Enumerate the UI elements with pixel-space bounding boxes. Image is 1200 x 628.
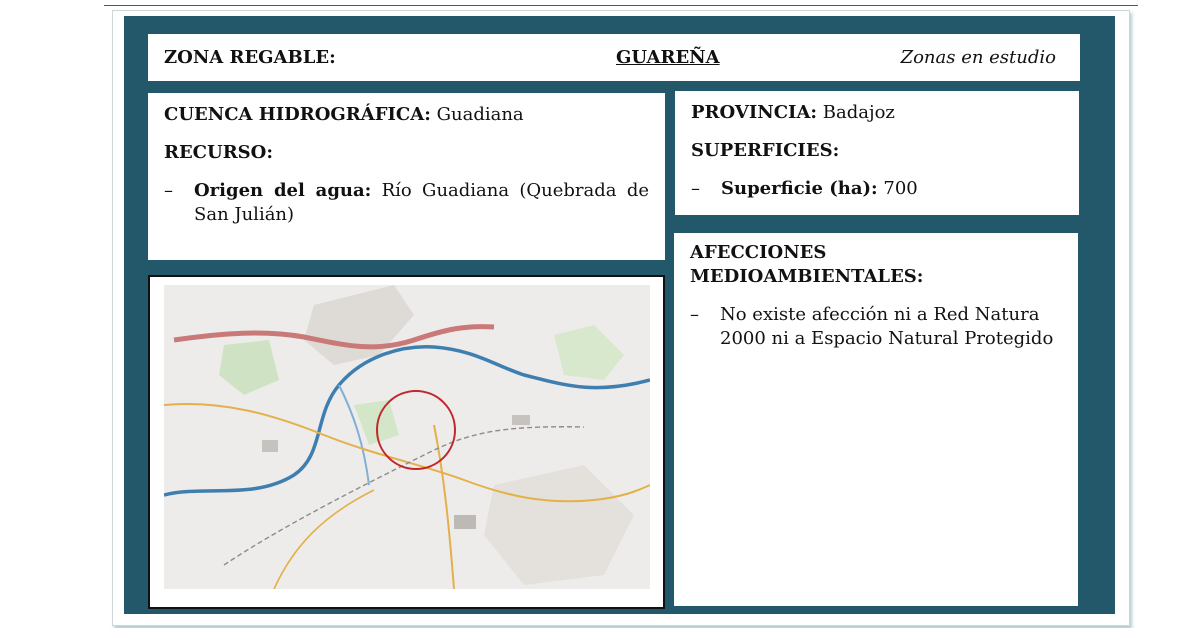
resource-heading (164, 141, 649, 165)
province-value: Badajoz (822, 102, 895, 123)
bullet-dash: – (690, 304, 699, 325)
map-image (164, 285, 650, 589)
origin-bullet (164, 179, 649, 227)
zone-header (148, 34, 1080, 81)
origin-value: Río Guadiana (Quebrada de San Julián) (194, 180, 649, 225)
basin-line (164, 103, 649, 127)
origin-text (194, 179, 649, 227)
basin-label: CUENCA HIDROGRÁFICA: (164, 104, 431, 125)
environment-panel (674, 233, 1078, 606)
resource-panel (148, 93, 665, 260)
surface-label: Superficie (ha): (721, 178, 878, 199)
province-line (691, 101, 1063, 125)
resource-label: RECURSO: (164, 142, 273, 163)
basin-value: Guadiana (436, 104, 524, 125)
bullet-dash: – (164, 180, 173, 201)
environment-label: AFECCIONES MEDIOAMBIENTALES: (690, 242, 924, 287)
environment-heading (690, 241, 1062, 289)
location-map (148, 275, 665, 609)
page-top-rule (104, 5, 1138, 6)
surfaces-heading (691, 139, 1063, 163)
environment-text: No existe afección ni a Red Natura 2000 ni a Espacio Natural Protegido (720, 304, 1054, 349)
surface-bullet (691, 177, 1063, 201)
surface-text (721, 177, 918, 201)
province-label: PROVINCIA: (691, 102, 818, 123)
page-top-fragment (104, 0, 284, 4)
environment-bullet (690, 303, 1062, 351)
province-panel (675, 91, 1079, 215)
zone-card (124, 16, 1115, 614)
town (454, 515, 476, 529)
zone-label: ZONA REGABLE: (164, 47, 336, 68)
bullet-dash: – (691, 178, 700, 199)
zone-status: Zonas en estudio (900, 47, 1056, 68)
town (262, 440, 278, 452)
surface-value: 700 (883, 178, 918, 199)
surfaces-label: SUPERFICIES: (691, 140, 840, 161)
zone-name: GUAREÑA (616, 47, 720, 68)
town (512, 415, 530, 425)
origin-label: Origen del agua: (194, 180, 372, 201)
